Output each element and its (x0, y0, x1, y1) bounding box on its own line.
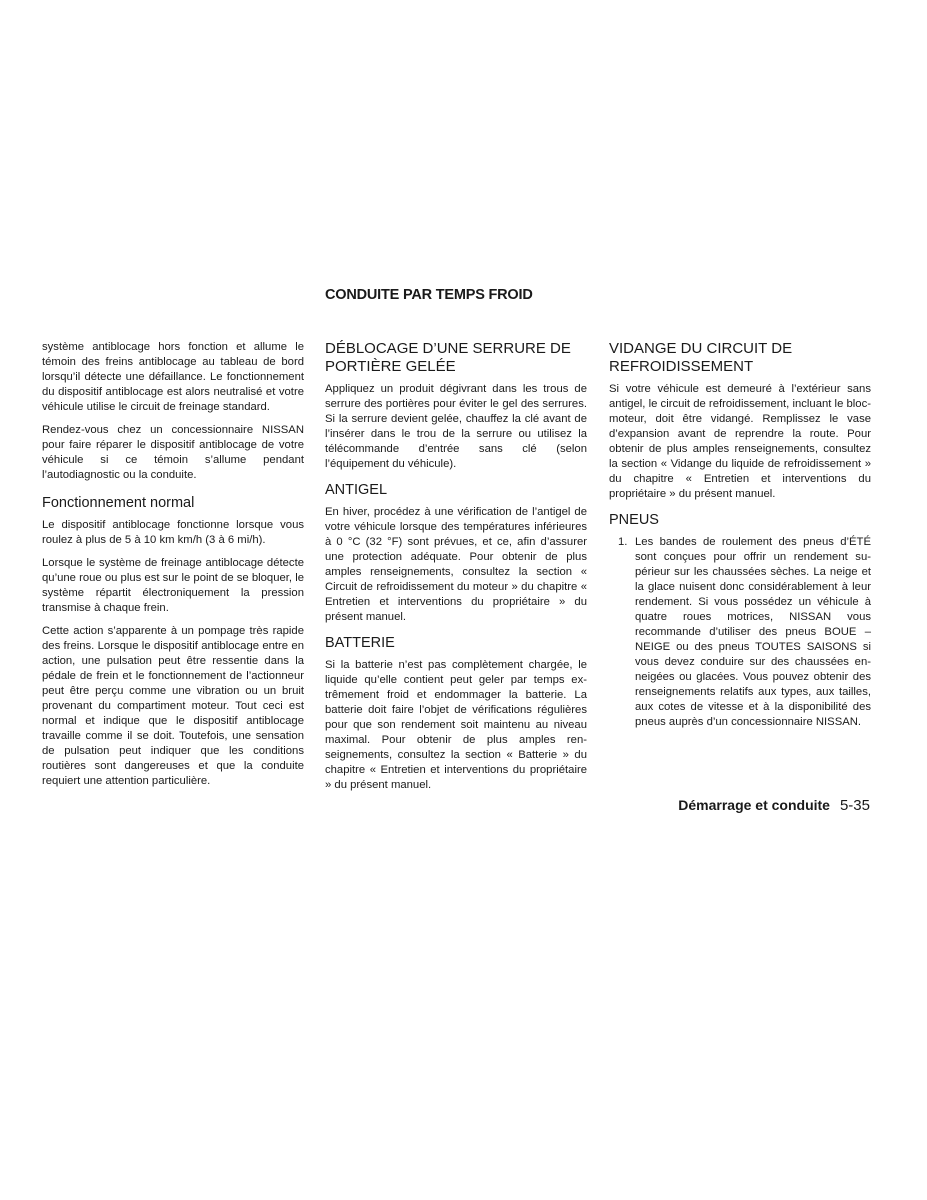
page-footer (678, 797, 870, 814)
footer-chapter-title: Démarrage et conduite (678, 797, 830, 813)
list-item (609, 535, 871, 730)
paragraph: En hiver, procédez à une vérification de l’antigel de votre véhicule lorsque des températures inférieures à 0 °C (32 °F) sont prévues, et ce, afin d’assurer une protection adéquate. Pour obtenir de plus amples renseignements, consultez la section « Circuit de refroidissement du moteur » du chapitre « Entretien et interventions du propriétaire » du présent manuel. (325, 506, 587, 623)
list-text: Les bandes de roulement des pneus d’ÉTÉ sont conçues pour offrir un rendement supérieur sur les chaussées sèches. La neige et la glace nuisent donc considérablement à leur rendement. Si vous possédez un véhicule à quatre roues motrices, NISSAN vous recommande d’utiliser des pneus BOUE – NEIGE ou des pneus TOUTES SAISONS si vous devez conduire sur des chaussées enneigées ou glacées. Vous pouvez obtenir des renseignements relatifs aux types, aux tailles, aux cotes de vitesse et à la disponibilité des pneus auprès d’un concessionnaire NISSAN. (635, 536, 871, 728)
subheading-fonctionnement-normal: Fonctionnement normal (42, 495, 195, 511)
page-number: 5-35 (839, 797, 870, 814)
column-right (609, 340, 871, 730)
paragraph: Rendez-vous chez un concessionnaire NISSAN pour faire réparer le dispositif antiblocage de votre véhicule si ce témoin s’allume pendant l’autodiagnostic ou la conduite. (42, 424, 304, 481)
list-number: 1. (618, 536, 628, 548)
paragraph: Lorsque le système de freinage antiblocage détecte qu’une roue ou plus est sur le point de se bloquer, le système répartit électroniquement la pression transmise à chaque frein. (42, 557, 304, 614)
heading-pneus: PNEUS (609, 512, 659, 528)
column-middle (325, 340, 587, 801)
heading-deblocage-serrure: DÉBLOCAGE D’UNE SERRURE DE PORTIÈRE GELÉE (325, 340, 571, 375)
column-left (42, 340, 304, 797)
heading-vidange-circuit: VIDANGE DU CIRCUIT DE REFROIDISSEMENT (609, 340, 793, 375)
paragraph: Appliquez un produit dégivrant dans les trous de serrure des portières pour éviter le gel des serrures. Si la serrure devient gelée, chauffez la clé avant de l’insérer dans le trou de la serrure ou utilisez la télécommande d’entrée sans clé (selon l’équipement du véhicule). (325, 383, 587, 470)
paragraph: système antiblocage hors fonction et allume le témoin des freins antiblocage au tableau de bord lorsqu’il détecte une défaillance. Le fonctionnement du dispositif antiblocage est alors neutralisé et votre véhicule utilise le circuit de freinage standard. (42, 341, 304, 413)
heading-antigel: ANTIGEL (325, 482, 388, 498)
paragraph: Si votre véhicule est demeuré à l’extérieur sans antigel, le circuit de refroidissement, incluant le bloc-moteur, doit être vidangé. Remplissez le vase d’expansion avant de reprendre la route. Pour obtenir de plus amples renseignements, consultez la section « Vidange du liquide de refroidissement » du chapitre « Entretien et interventions du propriétaire » du présent manuel. (609, 383, 871, 500)
paragraph: Si la batterie n’est pas complètement chargée, le liquide qu’elle contient peut geler par temps extrêmement froid et endommager la batterie. La batterie doit faire l’objet de vérifications régulières pour que son rendement soit maintenu au niveau maximal. Pour obtenir de plus amples renseignements, consultez la section « Batterie » du chapitre « Entretien et interventions du propriétaire » du présent manuel. (325, 659, 587, 791)
heading-batterie: BATTERIE (325, 635, 395, 651)
paragraph: Cette action s’apparente à un pompage très rapide des freins. Lorsque le dispositif antiblocage entre en action, une pulsation peut être ressentie dans la pédale de frein et le fonctionnement de l’actionneur peut être perçu comme une vibration ou un bruit provenant du compartiment moteur. Tout ceci est normal et indique que le dispositif antiblocage travaille comme il se doit. Toutefois, une sensation de pulsation peut indiquer que les conditions routières sont dangereuses et que la conduite requiert une attention particulière. (42, 625, 304, 787)
section-title: CONDUITE PAR TEMPS FROID (325, 287, 533, 303)
paragraph: Le dispositif antiblocage fonctionne lorsque vous roulez à plus de 5 à 10 km km/h (3 à 6 mi/h). (42, 519, 304, 546)
